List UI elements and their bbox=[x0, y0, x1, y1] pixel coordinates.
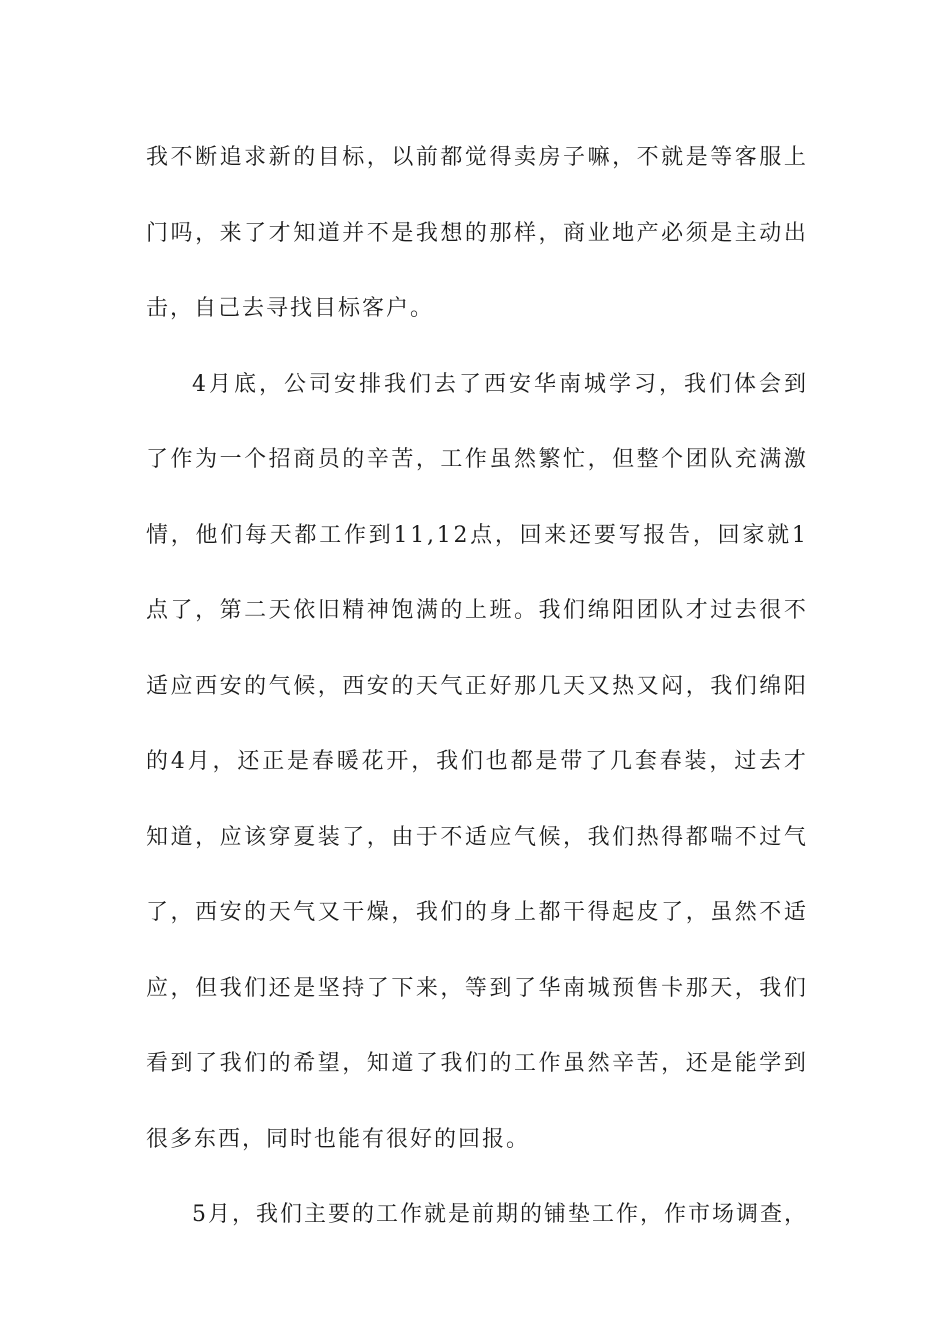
text-line: 了 ， 西 安 的 天 气 又 干 燥 ， 我 们 的 身 上 都 干 得 起 皮 了 ， 虽 然 不 适 bbox=[146, 900, 806, 925]
text-line: 适 应 西 安 的 气 候 ， 西 安 的 天 气 正 好 那 几 天 又 热 又 闷 ， 我 们 绵 阳 bbox=[146, 673, 806, 699]
text-line: 很多东西，同时也能有很好的回报。 bbox=[146, 1126, 531, 1152]
text-line: 的 4 月 ， 还 正 是 春 暖 花 开 ， 我 们 也 都 是 带 了 几 套 春 装 ， 过 去 才 bbox=[146, 749, 806, 774]
text-line: 击，自己去寻找目标客户。 bbox=[146, 296, 435, 321]
text-line: 知 道 ， 应 该 穿 夏 装 了 ， 由 于 不 适 应 气 候 ， 我 们 热 得 都 喘 不 过 气 bbox=[146, 824, 806, 850]
text-line: 点 了 ， 第 二 天 依 旧 精 神 饱 满 的 上 班 。 我 们 绵 阳 团 队 才 过 去 很 不 bbox=[146, 598, 806, 623]
text-line: 情 ， 他 们 每 天 都 工 作 到 1 1 , 1 2 点 ， 回 来 还 要 写 报 告 ， 回 家 就 1 bbox=[146, 522, 806, 548]
text-line: 4 月 底 ， 公 司 安 排 我 们 去 了 西 安 华 南 城 学 习 ， 我 们 体 会 到 bbox=[192, 371, 806, 397]
text-line: 我 不 断 追 求 新 的 目 标 ， 以 前 都 觉 得 卖 房 子 嘛 ， 不 就 是 等 客 服 上 bbox=[146, 145, 806, 170]
text-line: 应 ， 但 我 们 还 是 坚 持 了 下 来 ， 等 到 了 华 南 城 预 售 卡 那 天 ， 我 们 bbox=[146, 975, 806, 1001]
text-line: 门 吗 ， 来 了 才 知 道 并 不 是 我 想 的 那 样 ， 商 业 地 产 必 须 是 主 动 出 bbox=[146, 220, 806, 246]
document-body bbox=[146, 120, 806, 1253]
text-line: 看 到 了 我 们 的 希 望 ， 知 道 了 我 们 的 工 作 虽 然 辛 苦 ， 还 是 能 学 到 bbox=[146, 1051, 806, 1076]
text-line: 5 月 ， 我 们 主 要 的 工 作 就 是 前 期 的 铺 垫 工 作 ， 作 市 场 调 查 ， bbox=[192, 1202, 806, 1227]
text-line: 了 作 为 一 个 招 商 员 的 辛 苦 ， 工 作 虽 然 繁 忙 ， 但 整 个 团 队 充 满 激 bbox=[146, 447, 806, 472]
